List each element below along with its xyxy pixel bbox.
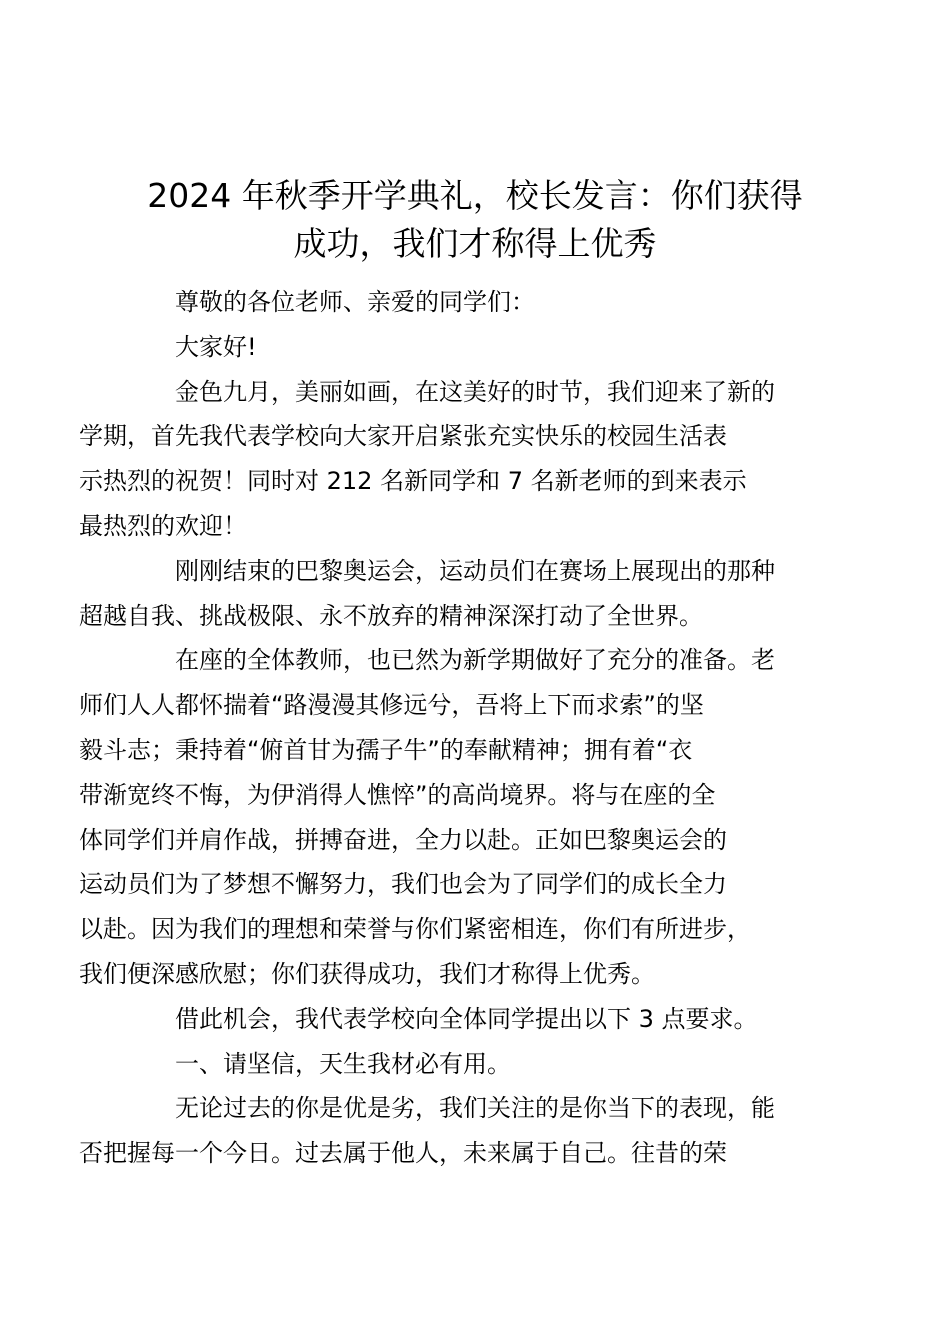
paragraph-salutation (127, 280, 857, 325)
text-line: 无论过去的你是优是劣，我们关注的是你当下的表现，能 (175, 1094, 775, 1123)
text-line: 刚刚结束的巴黎奥运会，运动员们在赛场上展现出的那种 (175, 556, 775, 585)
text-line: 毅斗志；秉持着“俯首甘为孺子牛”的奉献精神；拥有着“衣 (79, 735, 693, 764)
text-line: 运动员们为了梦想不懈努力，我们也会为了同学们的成长全力 (79, 870, 727, 899)
paragraph-teachers (79, 638, 857, 996)
text-line: 体同学们并肩作战，拼搏奋进，全力以赴。正如巴黎奥运会的 (79, 825, 727, 854)
paragraph-olympics (79, 549, 857, 639)
paragraph-requirements-intro (127, 997, 857, 1042)
paragraph-welcome (79, 370, 857, 549)
text-line: 示热烈的祝贺！同时对 212 名新同学和 7 名新老师的到来表示 (79, 467, 747, 496)
text-line: 借此机会，我代表学校向全体同学提出以下 3 点要求。 (175, 1004, 758, 1033)
paragraph-greeting (127, 325, 857, 370)
text-line: 大家好! (175, 332, 257, 361)
text-line: 我们便深感欣慰；你们获得成功，我们才称得上优秀。 (79, 959, 655, 988)
text-line: 超越自我、挑战极限、永不放弃的精神深深打动了全世界。 (79, 601, 703, 630)
text-line: 一、请坚信，天生我材必有用。 (175, 1049, 511, 1078)
paragraph-heading-one (127, 1042, 857, 1087)
title-line: 2024 年秋季开学典礼，校长发言：你们获得 (147, 176, 803, 215)
text-line: 带渐宽终不悔，为伊消得人憔悴”的高尚境界。将与在座的全 (79, 780, 716, 809)
text-line: 尊敬的各位老师、亲爱的同学们： (175, 288, 535, 316)
document-body (79, 280, 857, 1176)
title-line: 成功，我们才称得上优秀 (293, 224, 657, 263)
text-line: 金色九月，美丽如画，在这美好的时节，我们迎来了新的 (175, 377, 775, 406)
document-title (100, 172, 850, 268)
text-line: 以赴。因为我们的理想和荣誉与你们紧密相连，你们有所进步， (79, 915, 751, 944)
text-line: 学期，首先我代表学校向大家开启紧张充实快乐的校园生活表 (79, 422, 727, 451)
paragraph-past-future (79, 1086, 857, 1176)
text-line: 最热烈的欢迎！ (79, 511, 247, 540)
text-line: 师们人人都怀揣着“路漫漫其修远兮，吾将上下而求索”的坚 (79, 691, 704, 720)
text-line: 否把握每一个今日。过去属于他人，未来属于自己。往昔的荣 (79, 1139, 727, 1168)
text-line: 在座的全体教师，也已然为新学期做好了充分的准备。老 (175, 646, 775, 675)
